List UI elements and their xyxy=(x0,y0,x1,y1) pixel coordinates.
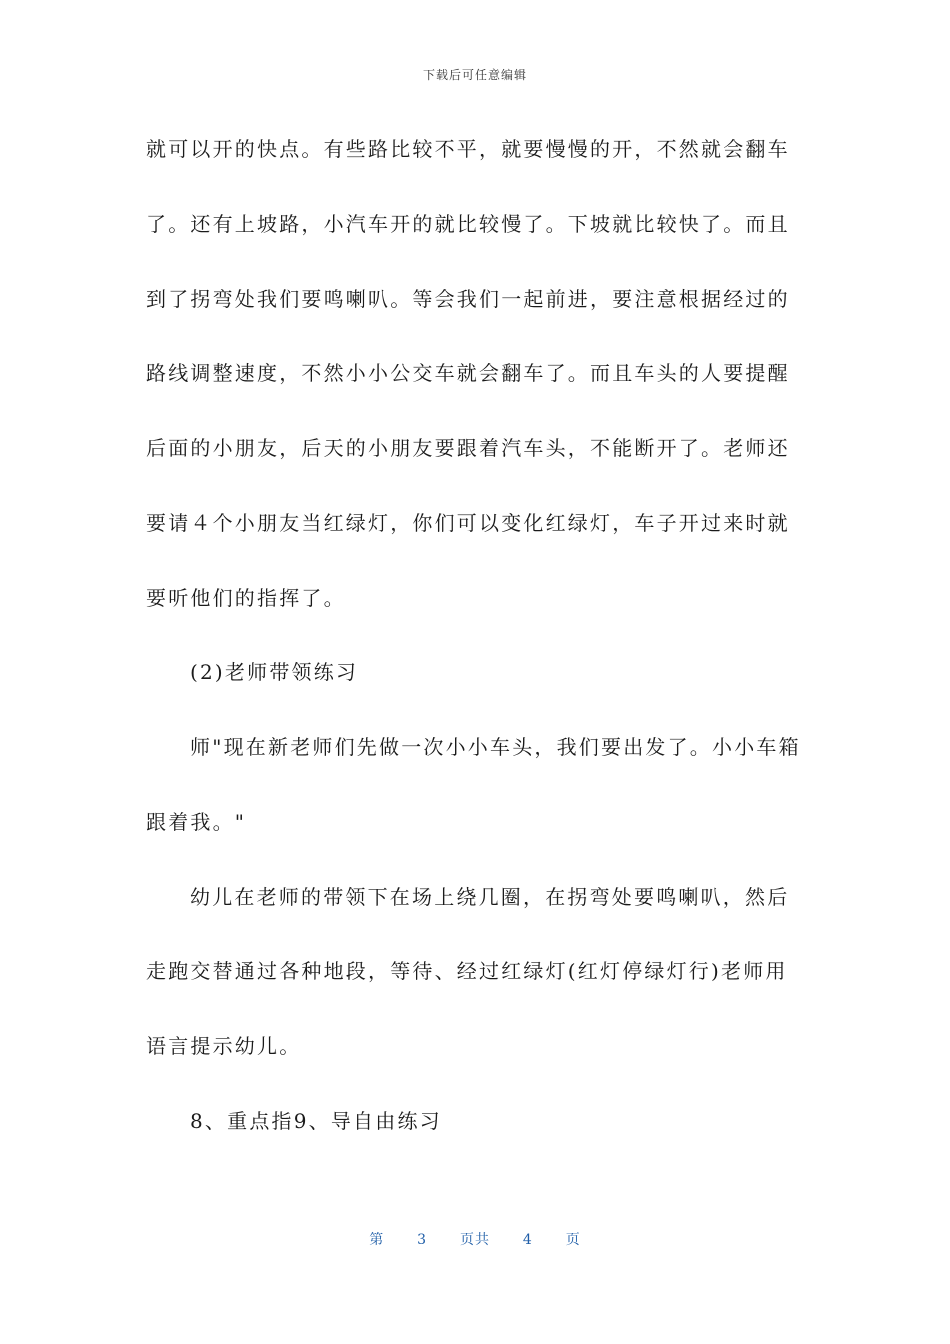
paragraph-line: 到了拐弯处我们要鸣喇叭。等会我们一起前进，要注意根据经过的 xyxy=(146,287,790,311)
paragraph-line: 要请４个小朋友当红绿灯，你们可以变化红绿灯，车子开过来时就 xyxy=(146,511,790,535)
total-pages-number: 4 xyxy=(522,1232,533,1248)
page-label-prefix: 第 xyxy=(369,1232,385,1248)
paragraph-line: 要听他们的指挥了。 xyxy=(146,586,346,610)
page-footer xyxy=(0,1229,950,1249)
paragraph-line: 师"现在新老师们先做一次小小车头，我们要出发了。小小车箱 xyxy=(190,735,801,759)
paragraph-line: 幼儿在老师的带领下在场上绕几圈，在拐弯处要鸣喇叭，然后 xyxy=(190,885,790,909)
current-page-number: 3 xyxy=(417,1232,428,1248)
header-note: 下载后可任意编辑 xyxy=(422,68,527,82)
page-label-suffix: 页 xyxy=(565,1232,581,1248)
page-label-mid: 页共 xyxy=(460,1232,490,1248)
paragraph-line: 路线调整速度，不然小小公交车就会翻车了。而且车头的人要提醒 xyxy=(146,361,790,385)
paragraph-line: 后面的小朋友，后天的小朋友要跟着汽车头，不能断开了。老师还 xyxy=(146,436,790,460)
paragraph-line: 就可以开的快点。有些路比较不平，就要慢慢的开，不然就会翻车 xyxy=(146,137,790,161)
paragraph-line: 跟着我。" xyxy=(146,810,247,834)
paragraph-line: 了。还有上坡路，小汽车开的就比较慢了。下坡就比较快了。而且 xyxy=(146,212,790,236)
paragraph-line: 语言提示幼儿。 xyxy=(146,1034,302,1058)
section-heading: 8、重点指9、导自由练习 xyxy=(190,1109,442,1133)
section-heading: (2)老师带领练习 xyxy=(190,660,359,684)
paragraph-line: 走跑交替通过各种地段，等待、经过红绿灯(红灯停绿灯行)老师用 xyxy=(146,959,788,983)
